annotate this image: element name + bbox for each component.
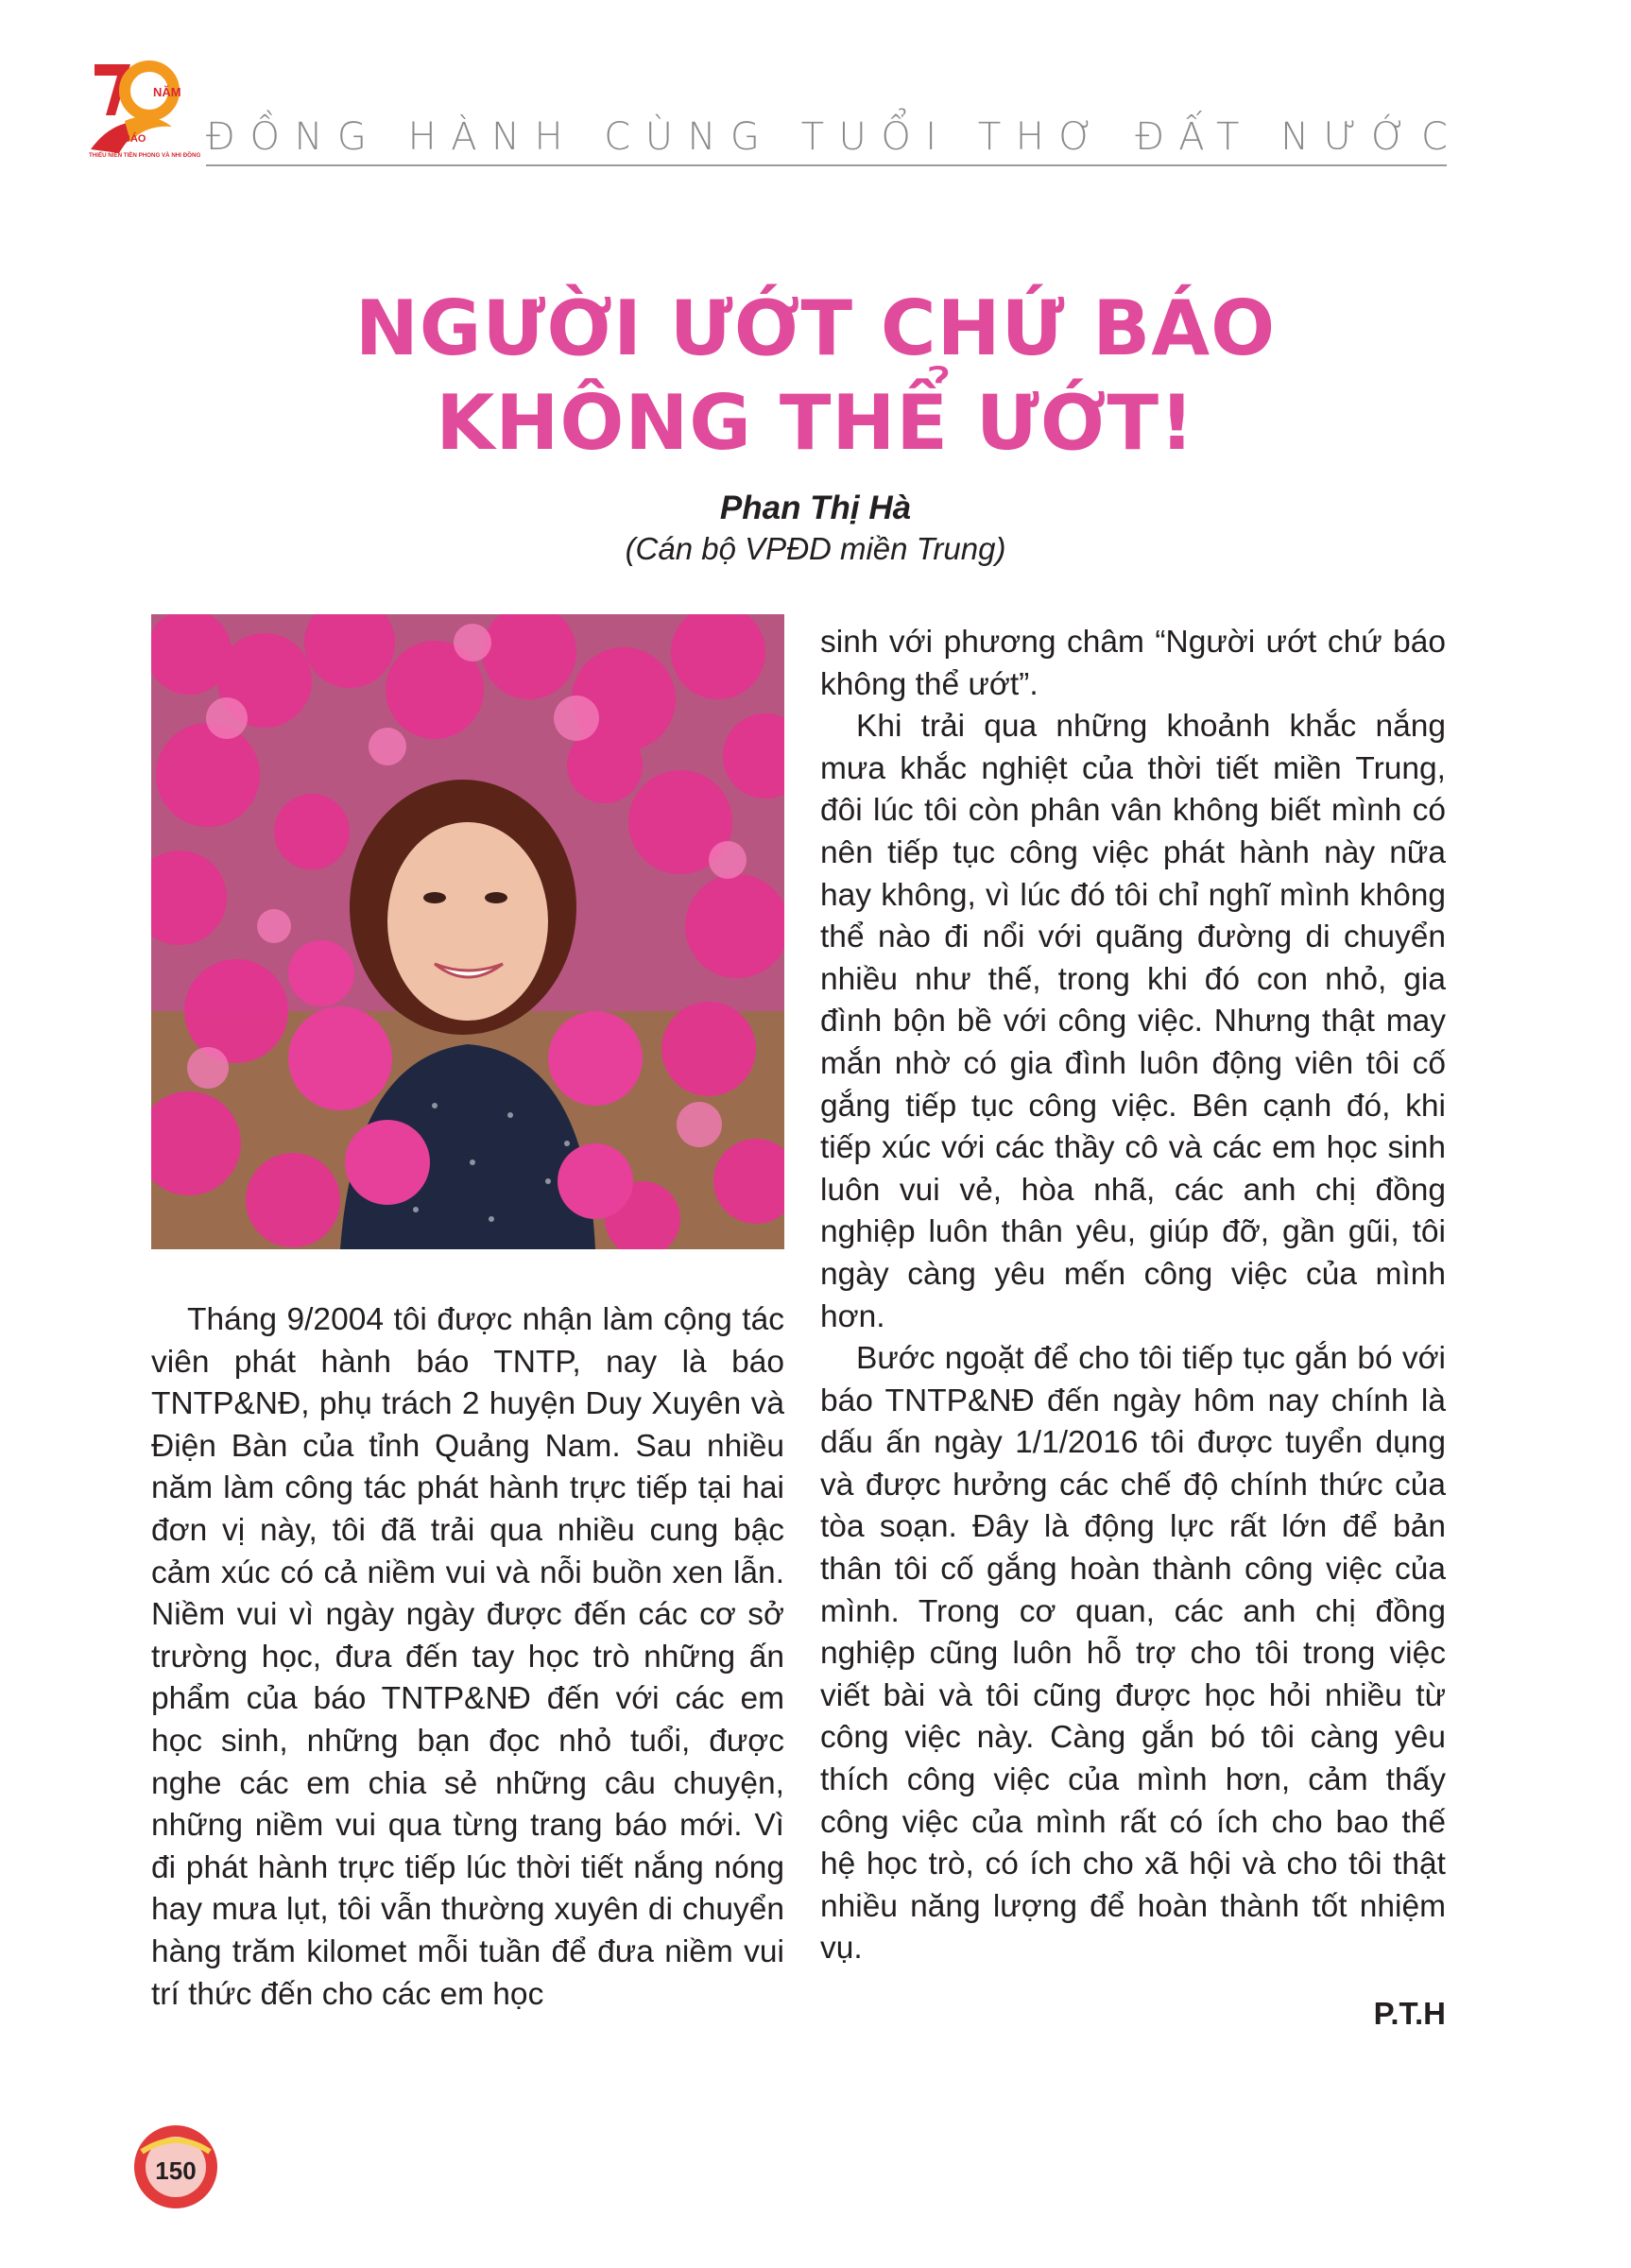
title-line-2: KHÔNG THỂ ƯỚT! [436, 379, 1195, 467]
svg-text:BÁO: BÁO [123, 133, 146, 145]
author-role: (Cán bộ VPĐD miền Trung) [625, 531, 1006, 566]
paragraph: Khi trải qua những khoảnh khắc nắng mưa khắc nghiệt của thời tiết miền Trung, đôi lúc tôi còn phân vân không biết mình có nên tiếp tục công việc phát hành này nữa hay không, vì lúc đó tôi chỉ nghĩ mình không thể nào đi nổi với quãng đường di chuyển nhiều như thế, trong khi đó con nhỏ, gia đình bộn bề với công việc. Nhưng thật may mắn nhờ có gia đình luôn động viên tôi cố gắng tiếp tục công việc. Bên cạnh đó, khi tiếp xúc với các thầy cô và các em học sinh luôn vui vẻ, hòa nhã, các anh chị đồng nghiệp luôn thân yêu, giúp đỡ, gần gũi, tôi ngày càng yêu mến công việc của mình hơn. [820, 709, 1446, 1334]
anniversary-logo [87, 55, 200, 168]
author-signature: P.T.H [1373, 1996, 1446, 2031]
svg-text:NĂM: NĂM [153, 85, 181, 99]
running-head: ĐỒNG HÀNH CÙNG TUỔI THƠ ĐẤT NƯỚC [206, 115, 1463, 159]
author-photo [151, 614, 784, 1249]
left-column [151, 1299, 784, 2016]
right-column [820, 622, 1446, 1970]
paragraph: Bước ngoặt để cho tôi tiếp tục gắn bó với báo TNTP&NĐ đến ngày hôm nay chính là dấu ấn ngày 1/1/2016 tôi được tuyển dụng và được hưởng các chế độ chính thức của tòa soạn. Đây là động lực rất lớn để bản thân tôi cố gắng hoàn thành công việc của mình. Trong cơ quan, các anh chị đồng nghiệp cũng luôn hỗ trợ cho tôi trong việc viết bài và tôi cũng được học hỏi nhiều từ công việc này. Càng gắn bó tôi càng yêu thích công việc của mình hơn, cảm thấy công việc của mình rất có ích cho bao thế hệ học trò, có ích cho xã hội và cho tôi thật nhiều năng lượng để hoàn thành tốt nhiệm vụ. [820, 1341, 1446, 1967]
paragraph: Tháng 9/2004 tôi được nhận làm cộng tác viên phát hành báo TNTP, nay là báo TNTP&NĐ, phụ trách 2 huyện Duy Xuyên và Điện Bàn của tỉnh Quảng Nam. Sau nhiều năm làm công tác phát hành trực tiếp tại hai đơn vị này, tôi đã trải qua nhiều cung bậc cảm xúc có cả niềm vui và nỗi buồn xen lẫn. Niềm vui vì ngày ngày được đến các cơ sở trường học, đưa đến tay học trò những ấn phẩm của báo TNTP&NĐ đến với các em học sinh, những bạn đọc nhỏ tuổi, được nghe các em chia sẻ những câu chuyện, những niềm vui qua từng trang báo mới. Vì đi phát hành trực tiếp lúc thời tiết nắng nóng hay mưa lụt, tôi vẫn thường xuyên di chuyển hàng trăm kilomet mỗi tuần để đưa niềm vui trí thức đến cho các em học [151, 1302, 784, 2012]
svg-text:THIẾU NIÊN TIỀN PHONG VÀ NHI Đ: THIẾU NIÊN TIỀN PHONG VÀ NHI ĐỒNG [89, 152, 200, 159]
header-rule [206, 164, 1447, 166]
article-title [0, 282, 1631, 471]
title-line-1: NGƯỜI ƯỚT CHỨ BÁO [354, 284, 1277, 372]
author-name: Phan Thị Hà [719, 490, 912, 526]
page-number: 150 [155, 2156, 197, 2185]
paragraph: sinh với phương châm “Người ướt chứ báo không thể ướt”. [820, 625, 1446, 702]
